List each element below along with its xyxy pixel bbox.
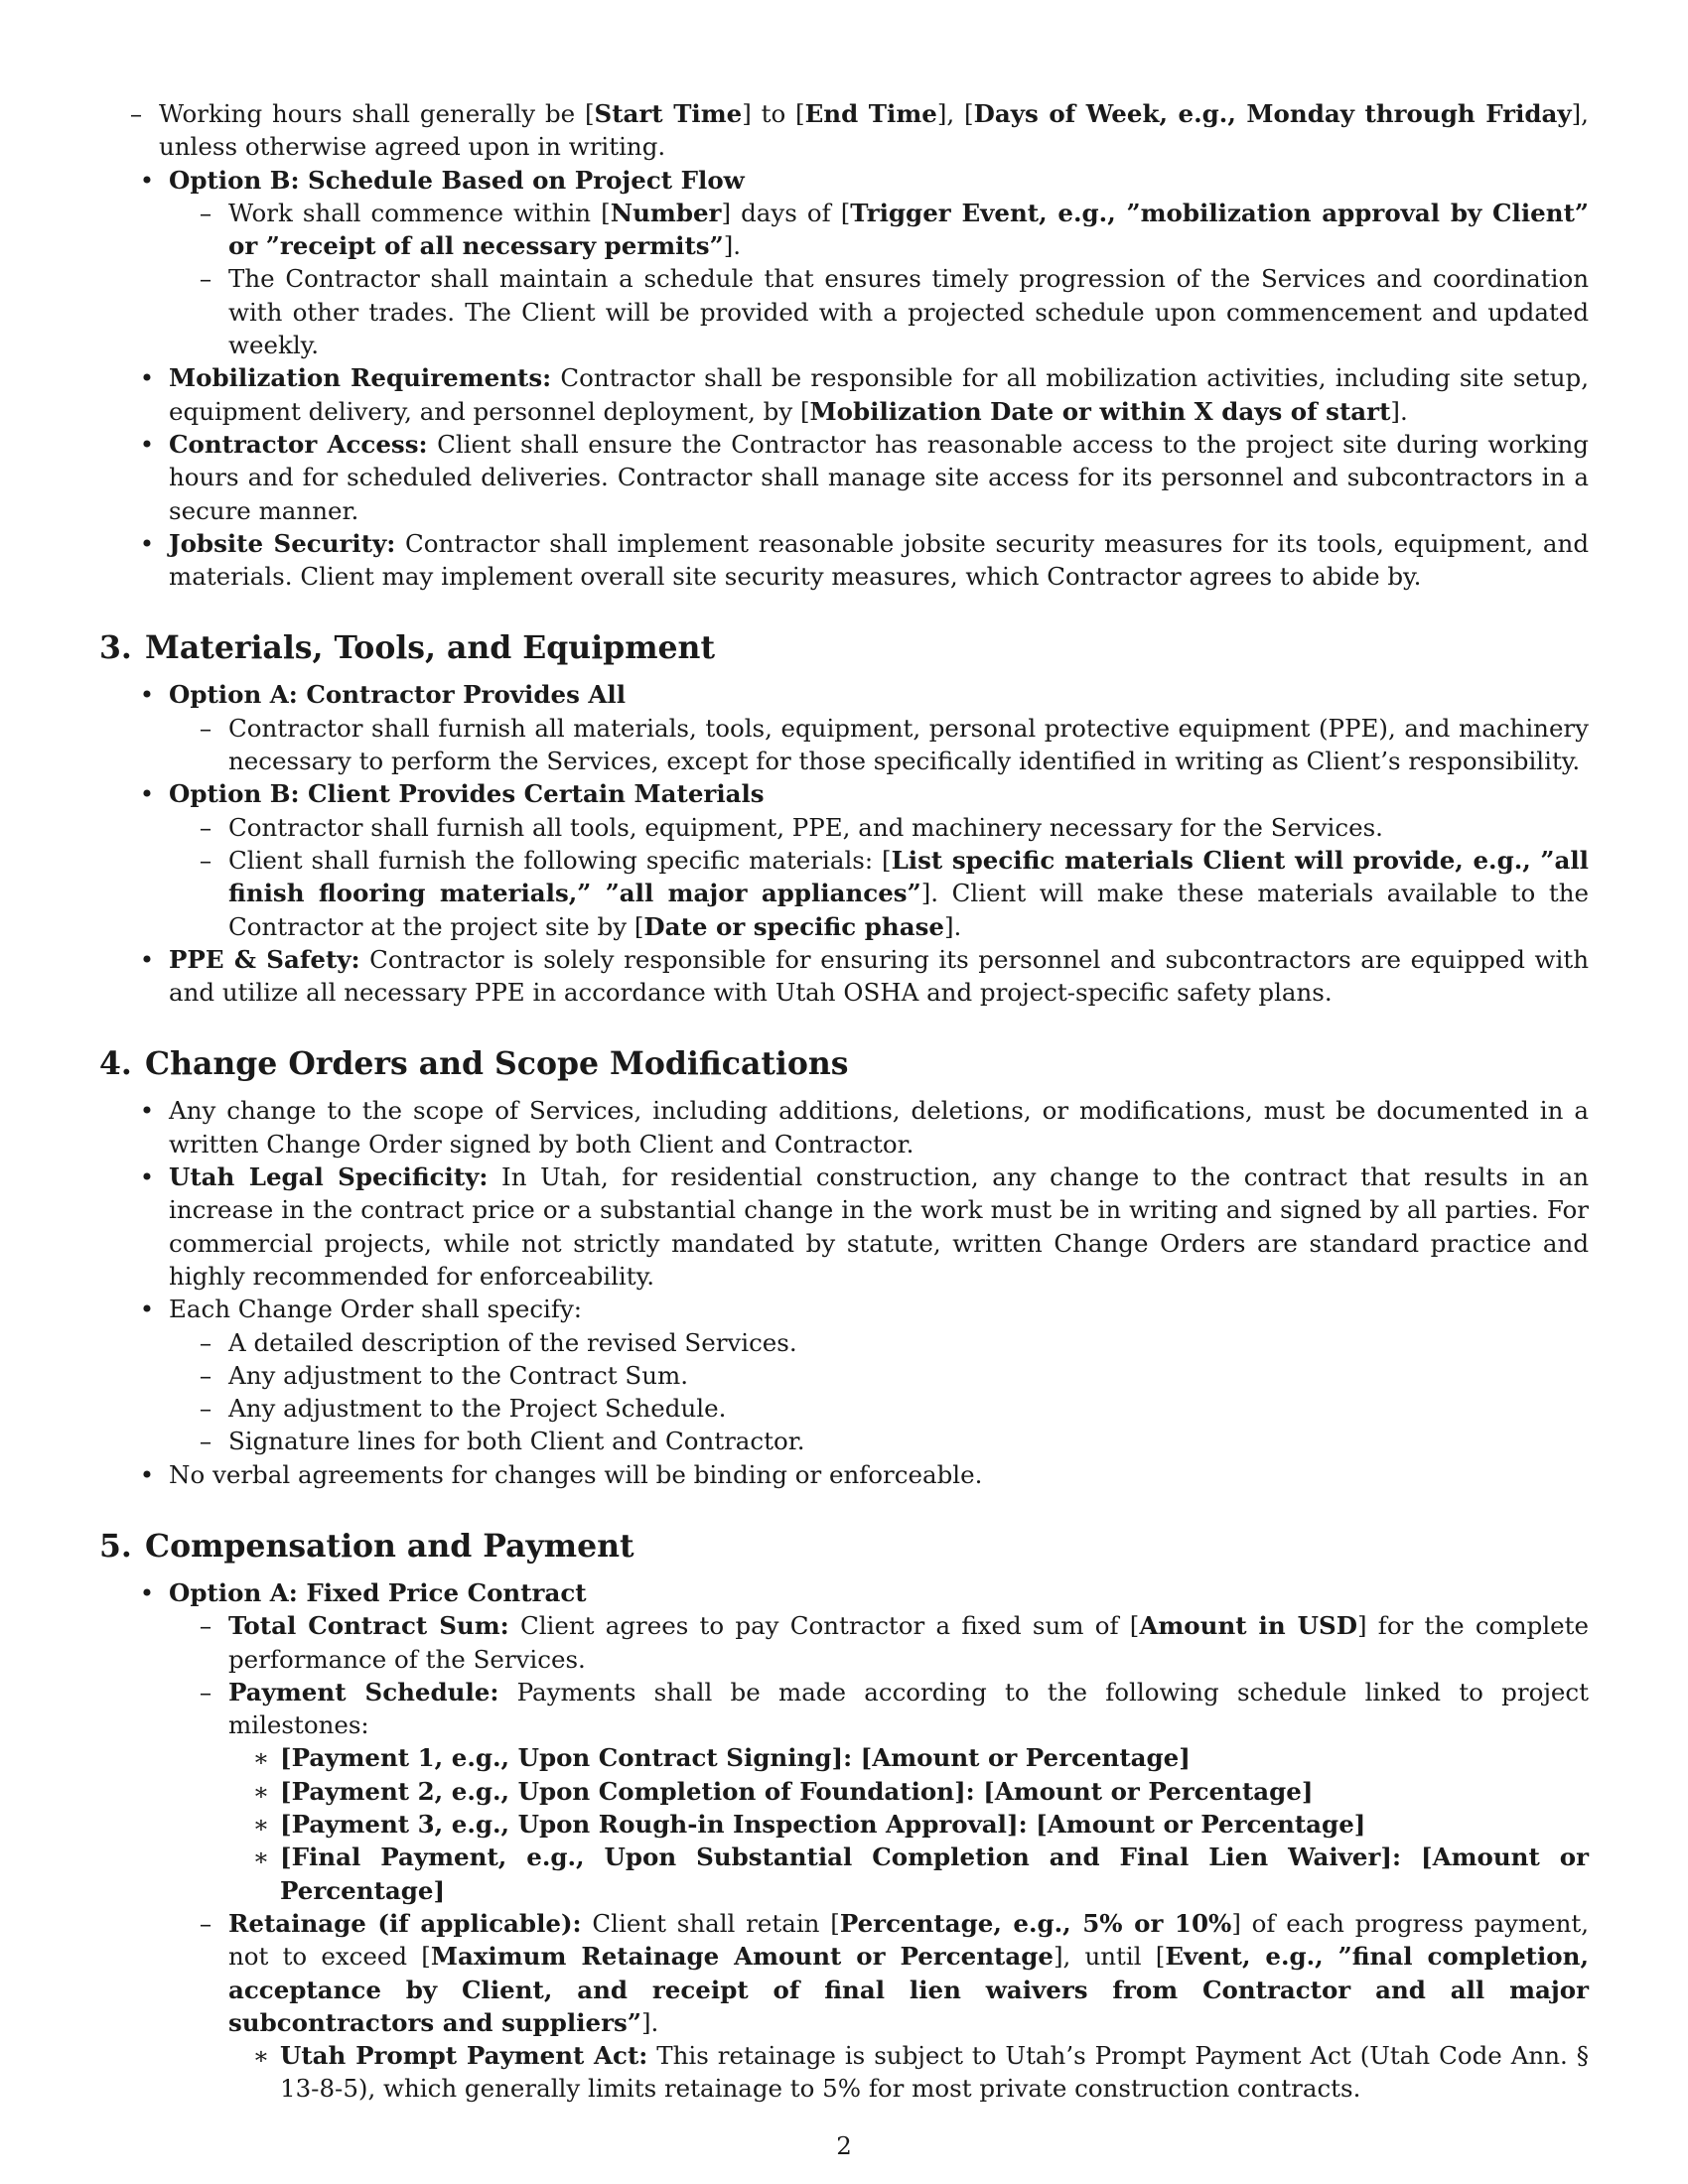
star-bullet: ∗ (252, 1776, 270, 1806)
list-item: • Any change to the scope of Services, including additions, deletions, or modifications, must be documented in a written Change Order signed by both Client and Contractor. (99, 1094, 1589, 1160)
dot-bullet: • (139, 1295, 155, 1324)
star-bullet: ∗ (252, 1843, 270, 1872)
list-item: • Option B: Client Provides Certain Materials – Contractor shall furnish all tools, equipment, PPE, and machinery necessary for the Services. – Client shall furnish the following specific materials: [List specific materials Client will provide, e.g., ”all finish flooring materials,” ”all major appliances”]. Client will make these materials available to the Contractor at the project site by [Date or specific phase]. (99, 777, 1589, 942)
list-item: • Each Change Order shall specify: – A detailed description of the revised Services. – Any adjustment to the Contract Sum. – Any adjustment to the Project Schedule. – Signature lines for both Client and Contractor. (99, 1293, 1589, 1457)
dot-bullet: • (139, 363, 155, 393)
payment-item: ∗ [Payment 2, e.g., Upon Completion of Foundation]: [Amount or Percentage] (228, 1775, 1589, 1808)
payment-item: ∗ [Final Payment, e.g., Upon Substantial Completion and Final Lien Waiver]: [Amount or Percentage] (228, 1841, 1589, 1907)
section-4-heading: 4. Change Orders and Scope Modifications (99, 1045, 849, 1083)
dash-bullet: – (199, 1908, 212, 1938)
list-item: • Contractor Access: Client shall ensure the Contractor has reasonable access to the project site during working hours and for scheduled deliveries. Contractor shall manage site access for its personnel and subcontractors in a secure manner. (99, 428, 1589, 527)
star-bullet: ∗ (252, 2041, 270, 2071)
dash-bullet: – (199, 845, 212, 875)
dash-bullet: – (199, 812, 212, 842)
list-item: – Signature lines for both Client and Contractor. (169, 1425, 1589, 1457)
dot-bullet: • (139, 1162, 155, 1192)
list-item: • Option A: Contractor Provides All – Contractor shall furnish all materials, tools, equipment, personal protective equipment (PPE), and machinery necessary to perform the Services, except for those specifically identified in writing as Client’s responsibility. (99, 678, 1589, 777)
star-bullet: ∗ (252, 1810, 270, 1840)
dash-bullet: – (199, 1394, 212, 1424)
dash-bullet: – (199, 264, 212, 294)
list-item: • Jobsite Security: Contractor shall implement reasonable jobsite security measures for its tools, equipment, and materials. Client may implement overall site security measures, which Contractor agrees to abide by. (99, 527, 1589, 594)
section-2-list (99, 164, 1589, 594)
working-hours-list (99, 97, 1589, 164)
page-number: 2 (836, 2131, 852, 2160)
list-item: – The Contractor shall maintain a schedule that ensures timely progression of the Services and coordination with other trades. The Client will be provided with a projected schedule upon commencement and updated weekly. (169, 262, 1589, 361)
payment-item: ∗ [Payment 3, e.g., Upon Rough-in Inspection Approval]: [Amount or Percentage] (228, 1808, 1589, 1841)
section-5-list (99, 1576, 1589, 2106)
list-item: – Payment Schedule: Payments shall be made according to the following schedule linked to project milestones: ∗ [Payment 1, e.g., Upon Contract Signing]: [Amount or Percentage] ∗ [Payment 2, e.g., Upon Completion of Foundation]: [Amount or Percentage] ∗ [Payment 3, e.g., Upon Rough-in Inspection Approval]: [Amount or Percentage] ∗ [Final Payment, e.g., Upon Substantial Completion and Final Lien Waiver]: [Amount or Percentage] (169, 1676, 1589, 1907)
list-item (99, 164, 1589, 362)
list-item: – A detailed description of the revised Services. (169, 1326, 1589, 1359)
dot-bullet: • (139, 1577, 155, 1607)
dash-bullet: – (129, 99, 143, 128)
list-item: • Option A: Fixed Price Contract – Total Contract Sum: Client agrees to pay Contractor a fixed sum of [Amount in USD] for the complete performance of the Services. – Payment Schedule: Payments shall be made according to the following schedule linked to project milestones: ∗ [Payment 1, e.g., Upon Contract Signing]: [Amount or Percentage] ∗ [Payment 2, e.g., Upon Completion of Foundation]: [Amount or Percentage] ∗ [Payment 3, e.g., Upon Rough-in Inspection Approval]: [Amount or Percentage] ∗ [Final Payment, e.g., Upon Substantial Completion and Final Lien Waiver]: [Amount or Percentage] – Retainage (if applicable): Client shall retain [Percentage, e.g., 5% or 10%] of each progress payment, not to exceed [Maximum Retainage Amount or Percentage], until [Event, e.g., ”final completion, acceptance by Client, and receipt of final lien waivers from Contractor and all major subcontractors and suppliers”]. ∗ Utah Prompt Payment Act: This retainage is subject to Utah’s Prompt Payment Act (Utah Code Ann. § 13-8-5), which generally limits retainage to 5% for most private construction contracts. (99, 1576, 1589, 2106)
list-item: • No verbal agreements for changes will be binding or enforceable. (99, 1458, 1589, 1491)
list-item: – Client shall furnish the following specific materials: [List specific materials Client will provide, e.g., ”all finish flooring materials,” ”all major appliances”]. Client will make these materials available to the Contractor at the project site by [Date or specific phase]. (169, 844, 1589, 943)
section-3-list (99, 678, 1589, 1009)
section-4-list (99, 1094, 1589, 1491)
dot-bullet: • (139, 779, 155, 809)
dash-bullet: – (199, 1677, 212, 1706)
list-item: – Retainage (if applicable): Client shall retain [Percentage, e.g., 5% or 10%] of each progress payment, not to exceed [Maximum Retainage Amount or Percentage], until [Event, e.g., ”final completion, acceptance by Client, and receipt of final lien waivers from Contractor and all major subcontractors and suppliers”]. ∗ Utah Prompt Payment Act: This retainage is subject to Utah’s Prompt Payment Act (Utah Code Ann. § 13-8-5), which generally limits retainage to 5% for most private construction contracts. (169, 1907, 1589, 2106)
list-item: – Any adjustment to the Project Schedule. (169, 1392, 1589, 1425)
list-item: • PPE & Safety: Contractor is solely responsible for ensuring its personnel and subcontractors are equipped with and utilize all necessary PPE in accordance with Utah OSHA and project-specific safety plans. (99, 943, 1589, 1010)
list-item: – Working hours shall generally be [Start Time] to [End Time], [Days of Week, e.g., Monday through Friday], unless otherwise agreed upon in writing. (99, 97, 1589, 164)
payment-item: ∗ [Payment 1, e.g., Upon Contract Signing]: [Amount or Percentage] (228, 1741, 1589, 1774)
dot-bullet: • (139, 944, 155, 974)
dot-bullet: • (139, 1459, 155, 1489)
dot-bullet: • (139, 528, 155, 558)
list-item: – Work shall commence within [Number] days of [Trigger Event, e.g., ”mobilization approval by Client” or ”receipt of all necessary permits”]. (169, 197, 1589, 263)
dash-bullet: – (199, 1360, 212, 1390)
dash-bullet: – (199, 198, 212, 227)
section-5-heading: 5. Compensation and Payment (99, 1527, 634, 1565)
dot-bullet: • (139, 1096, 155, 1126)
dot-bullet: • (139, 680, 155, 710)
list-item: – Contractor shall furnish all tools, equipment, PPE, and machinery necessary for the Services. (169, 811, 1589, 844)
dash-bullet: – (199, 1611, 212, 1641)
dash-bullet: – (199, 1427, 212, 1456)
star-bullet: ∗ (252, 1743, 270, 1773)
dash-bullet: – (199, 1327, 212, 1357)
dot-bullet: • (139, 429, 155, 459)
document-page (99, 97, 1589, 2106)
option-b-schedule-heading: Option B: Schedule Based on Project Flow (169, 165, 745, 195)
dot-bullet: • (139, 165, 155, 195)
list-item: • Mobilization Requirements: Contractor shall be responsible for all mobilization activities, including site setup, equipment delivery, and personnel deployment, by [Mobilization Date or within X days of start]. (99, 361, 1589, 428)
list-item: – Total Contract Sum: Client agrees to pay Contractor a fixed sum of [Amount in USD] for the complete performance of the Services. (169, 1609, 1589, 1676)
list-item: – Any adjustment to the Contract Sum. (169, 1359, 1589, 1392)
section-3-heading: 3. Materials, Tools, and Equipment (99, 629, 716, 667)
list-item: – Contractor shall furnish all materials, tools, equipment, personal protective equipment (PPE), and machinery necessary to perform the Services, except for those specifically identified in writing as Client’s responsibility. (169, 712, 1589, 778)
list-item: • Utah Legal Specificity: In Utah, for residential construction, any change to the contract that results in an increase in the contract price or a substantial change in the work must be in writing and signed by all parties. For commercial projects, while not strictly mandated by statute, written Change Orders are standard practice and highly recommended for enforceability. (99, 1160, 1589, 1293)
list-item: ∗ Utah Prompt Payment Act: This retainage is subject to Utah’s Prompt Payment Act (Utah Code Ann. § 13-8-5), which generally limits retainage to 5% for most private construction contracts. (228, 2039, 1589, 2106)
dash-bullet: – (199, 713, 212, 743)
